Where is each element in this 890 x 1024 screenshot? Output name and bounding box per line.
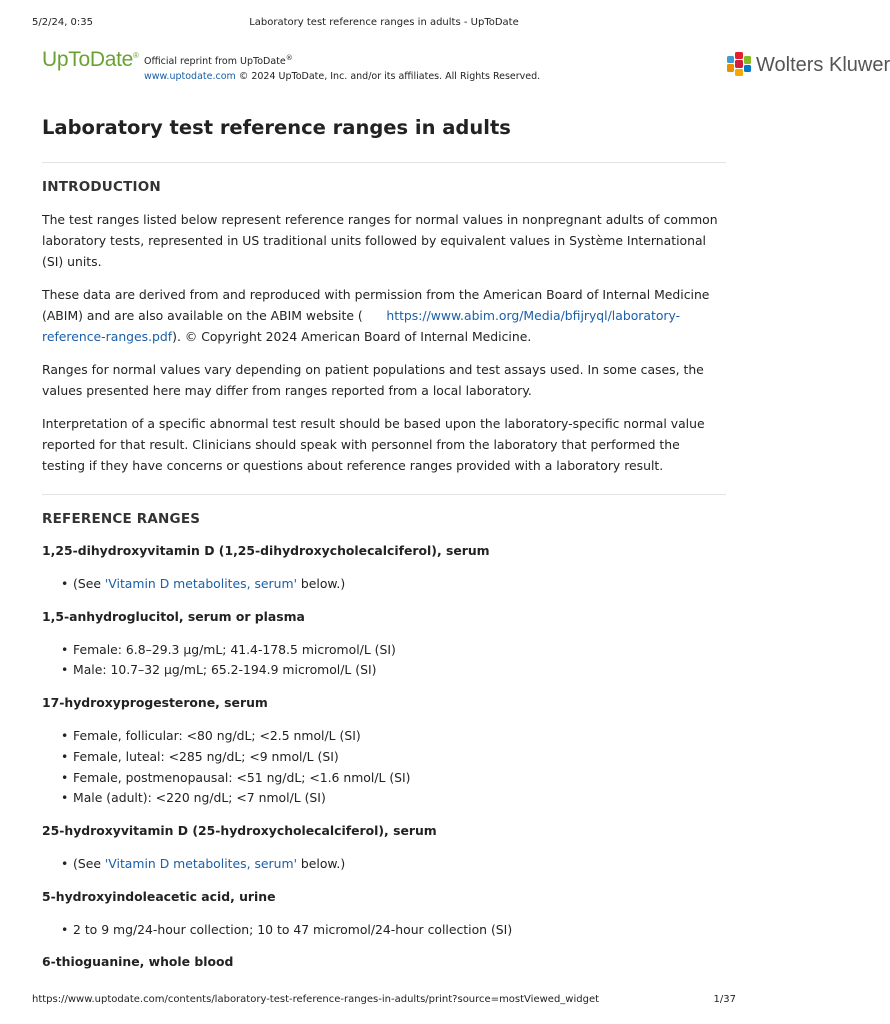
vitamin-d-metabolites-link[interactable]: 'Vitamin D metabolites, serum' — [104, 855, 297, 871]
uptodate-site-link[interactable]: www.uptodate.com — [144, 71, 236, 83]
reprint-notice: Official reprint from UpToDate® www.uptodate.com © 2024 UpToDate, Inc. and/or its affiliates. All Rights Reserved. — [144, 54, 541, 83]
print-header — [32, 17, 736, 31]
list-item: • Female, postmenopausal: <51 ng/dL; <1.6 nmol/L (SI) — [73, 768, 726, 789]
uptodate-logo[interactable]: UpToDate® — [42, 48, 139, 71]
publisher-name: Wolters Kluwer — [756, 54, 890, 76]
intro-p2-text-before: These data are derived from and reproduced with permission from the American Board of Internal Medicine (ABIM) and are also available on the ABIM website ( — [42, 287, 710, 323]
print-footer — [32, 994, 736, 1008]
print-url: https://www.uptodate.com/contents/laboratory-test-reference-ranges-in-adults/print?source=mostViewed_widget — [32, 994, 600, 1005]
section-heading-reference-ranges: REFERENCE RANGES — [42, 511, 201, 527]
uptodate-logo-text: UpToDate — [42, 48, 133, 71]
vitamin-d-metabolites-link[interactable]: 'Vitamin D metabolites, serum' — [104, 576, 297, 591]
test-value-list — [42, 854, 726, 875]
see-text: below.) — [296, 855, 346, 871]
print-date: 5/2/24, 0:35 — [32, 17, 94, 28]
intro-paragraph-4: Interpretation of a specific abnormal test result should be based upon the laboratory-specific normal value reported for that result. Clinicians should speak with personnel from the laboratory that performed the testing if they have concerns or questions about reference ranges provided with a laboratory result. — [42, 416, 705, 473]
see-text: (See — [73, 576, 105, 591]
list-item: • Female, follicular: <80 ng/dL; <2.5 nmol/L (SI) — [73, 726, 726, 747]
intro-paragraph-2 — [42, 284, 726, 347]
intro-p2-text-after: ). © Copyright 2024 American Board of Internal Medicine. — [172, 329, 532, 344]
article-title: Laboratory test reference ranges in adults — [42, 116, 511, 139]
test-name: 6-thioguanine, whole blood — [42, 954, 234, 970]
print-page-title: Laboratory test reference ranges in adults - UpToDate — [249, 17, 519, 28]
test-name: 25-hydroxyvitamin D (25-hydroxycholecalciferol), serum — [42, 822, 437, 838]
list-item: • 2 to 9 mg/24-hour collection; 10 to 47 micromol/24-hour collection (SI) — [73, 920, 726, 941]
reprint-line: Official reprint from UpToDate — [144, 56, 286, 68]
test-value-list — [42, 574, 726, 595]
copyright-text: © 2024 UpToDate, Inc. and/or its affiliates. All Rights Reserved. — [238, 71, 541, 83]
list-item — [73, 854, 726, 875]
test-value-list — [42, 640, 726, 681]
page-number: 1/37 — [713, 994, 736, 1005]
test-value-list — [42, 920, 726, 941]
wolters-kluwer-mark-icon — [726, 51, 752, 77]
see-text: (See — [73, 855, 105, 871]
test-name: 17-hydroxyprogesterone, serum — [42, 695, 268, 711]
list-item: • Male (adult): <220 ng/dL; <7 nmol/L (SI) — [73, 788, 726, 809]
intro-paragraph-1: The test ranges listed below represent reference ranges for normal values in nonpregnant adults of common laboratory tests, represented in US traditional units followed by equivalent values in Système International (SI) units. — [42, 212, 718, 269]
abim-link[interactable]: https://www.abim.org/Media/bfijryql/laboratory-reference-ranges.pdf — [42, 308, 681, 344]
test-name: 1,5-anhydroglucitol, serum or plasma — [42, 608, 305, 624]
list-item — [73, 574, 726, 595]
list-item: • Male: 10.7–32 µg/mL; 65.2-194.9 micromol/L (SI) — [73, 660, 726, 681]
list-item: • Female, luteal: <285 ng/dL; <9 nmol/L (SI) — [73, 747, 726, 768]
list-item: • Female: 6.8–29.3 µg/mL; 41.4-178.5 micromol/L (SI) — [73, 640, 726, 661]
intro-paragraph-3: Ranges for normal values vary depending on patient populations and test assays used. In some cases, the values presented here may differ from ranges reported from a local laboratory. — [42, 362, 704, 398]
test-value-list — [42, 726, 726, 809]
article — [42, 114, 726, 972]
section-heading-introduction: INTRODUCTION — [42, 179, 161, 195]
see-text: below.) — [296, 576, 346, 591]
test-name: 1,25-dihydroxyvitamin D (1,25-dihydroxycholecalciferol), serum — [42, 543, 490, 558]
brand-bar — [42, 46, 890, 86]
test-name: 5-hydroxyindoleacetic acid, urine — [42, 888, 276, 904]
